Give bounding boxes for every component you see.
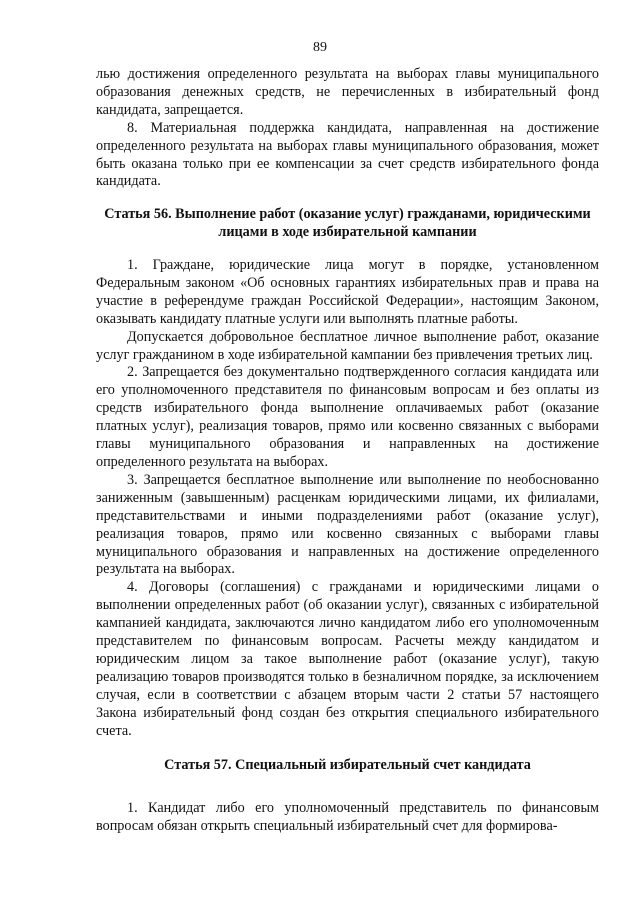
article-56-paragraph-1-second: Допускается добровольное бесплатное личное выполнение работ, оказание услуг гражданином в ходе избирательной кампании без привлечения третьих лиц.	[96, 328, 599, 363]
page-number: 89	[313, 40, 327, 55]
article-57-body	[96, 800, 599, 836]
paragraph-continuation: лью достижения определенного результата на выборах главы муниципального образования денежных средств, не перечисленных в избирательный фонд кандидата, запрещается.	[96, 66, 599, 118]
article-56-paragraph-3: 3. Запрещается бесплатное выполнение или выполнение по необоснованно заниженным (завышенным) расценкам юридическими лицами, их филиалами, представительствами и иными подразделениями работ (оказание услуг), реализация товаров, прямо или косвенно связанных с выборами главы муниципального образования и направленных на достижение определенного результата на выборах.	[96, 471, 599, 578]
article-56-title: Статья 56. Выполнение работ (оказание услуг) гражданами, юридическими лицами в ходе избирательной кампании	[104, 206, 591, 240]
article-56-paragraph-1: 1. Граждане, юридические лица могут в порядке, установленном Федеральным законом «Об основных гарантиях избирательных прав и права на участие в референдуме граждан Российской Федерации», настоящим Законом, оказывать кандидату платные услуги или выполнять платные работы.	[96, 257, 599, 327]
paragraph-item-8: 8. Материальная поддержка кандидата, направленная на достижение определенного результата на выборах главы муниципального образования, может быть оказана только при ее компенсации за счет средств избирательного фонда кандидата.	[96, 119, 599, 190]
article-57-paragraph-1: 1. Кандидат либо его уполномоченный представитель по финансовым вопросам обязан открыть специальный избирательный счет для формирова-	[96, 800, 599, 834]
intro-text	[96, 66, 599, 191]
article-56-paragraph-2: 2. Запрещается без документально подтвержденного согласия кандидата или его уполномоченного представителя по финансовым вопросам и без оплаты из средств избирательного фонда выполнение оплачиваемых работ (оказание платных услуг), реализация товаров, прямо или косвенно связанных с выборами главы муниципального образования и направленных на достижение определенного результата на выборах.	[96, 364, 599, 470]
article-56-body	[96, 257, 599, 740]
article-57-title: Статья 57. Специальный избирательный счет кандидата	[164, 757, 531, 773]
article-56-paragraph-4: 4. Договоры (соглашения) с гражданами и юридическими лицами о выполнении определенных работ (об оказании услуг), связанных с избирательной кампанией кандидата, заключаются лично кандидатом либо его уполномоченным представителем по финансовым вопросам. Расчеты между кандидатом и юридическим лицом за такое выполнение работ (оказание услуг), такую реализацию товаров производятся только в безналичном порядке, за исключением случая, если в соответствии с абзацем вторым части 2 статьи 57 настоящего Закона избирательный фонд создан без открытия специального избирательного счета.	[96, 579, 599, 739]
